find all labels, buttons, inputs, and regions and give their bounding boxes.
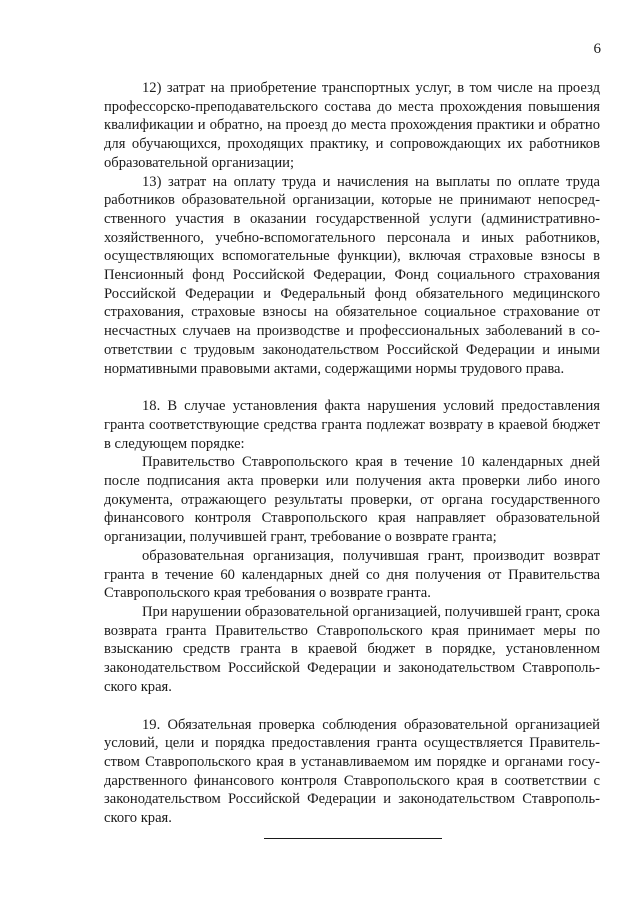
paragraph-violation-recovery: При нарушении образовательной организацией, получившей грант, срока возврата гранта Правительство Ставропольского края принимает меры по взысканию средств гранта в краевой бюджет в порядке, установленном законодательством Российской Федерации и законодательством Ставропольского края.: [104, 603, 600, 695]
document-body: [104, 79, 600, 828]
paragraph-item-12: 12) затрат на приобретение транспортных услуг, в том числе на проезд профессорско-преподавательского состава до места прохождения повышения квалификации и обратно, на проезд до места прохождения практики и обратно для обучающихся, проходящих практику, и сопровождающих их работников образовательной организации;: [104, 80, 600, 171]
paragraph-clause-18: 18. В случае установления факта нарушения условий предоставления гранта соответствующие средства гранта подлежат возврату в краевой бюджет в следующем порядке:: [104, 398, 600, 452]
end-of-document-line: [264, 838, 442, 839]
paragraph-spacer: [104, 697, 600, 716]
paragraph-organization-refund: образовательная организация, получившая грант, производит возврат гранта в течение 60 календарных дней со дня получения от Правительства Ставропольского края требования о возврате гранта.: [104, 547, 600, 602]
paragraph-government-demand: Правительство Ставропольского края в течение 10 календарных дней после подписания акта проверки или получения акта проверки либо иного документа, отражающего результаты проверки, от органа государственного финансового контроля Ставропольского края направляет образовательной организации, получившей грант, требование о возврате гранта;: [104, 454, 600, 546]
paragraph-spacer: [104, 378, 600, 397]
paragraph-item-13: 13) затрат на оплату труда и начисления на выплаты по оплате труда работников образовательной организации, которые не принимают непосредственного участия в оказании государственной услуги (административно-хозяйственного, учебно-вспомогательного персонала и иных работников, осуществляющих вспомогательные функции), включая страховые взносы в Пенсионный фонд Российской Федерации, Фонд социального страхования Российской Федерации и Федеральный фонд обязательного медицинского страхования, страховые взносы на обязательное социальное страхование от несчастных случаев на производстве и профессиональных заболеваний в соответствии с трудовым законодательством Российской Федерации и иными нормативными правовыми актами, содержащими нормы трудового права.: [104, 173, 600, 377]
page-number: 6: [593, 41, 601, 57]
paragraph-clause-19: 19. Обязательная проверка соблюдения образовательной организацией условий, цели и порядка предоставления гранта осуществляется Правительством Ставропольского края в устанавливаемом им порядке и органами государственного финансового контроля Ставропольского края в соответствии с законодательством Российской Федерации и законодательством Ставропольского края.: [104, 716, 600, 827]
